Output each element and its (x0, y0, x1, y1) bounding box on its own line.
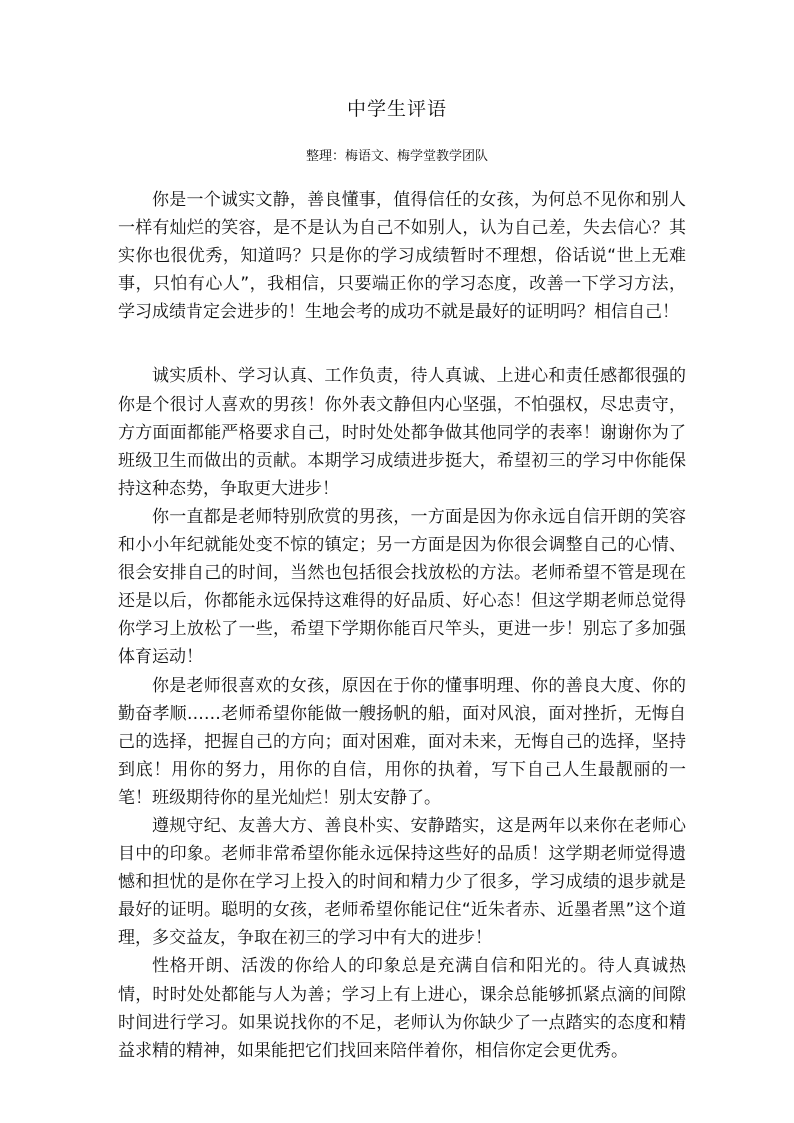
page-subtitle: 整理：梅语文、梅学堂教学团队 (305, 149, 488, 164)
comment-paragraph-2: 诚实质朴、学习认真、工作负责，待人真诚、上进心和责任感都很强的你是个很讨人喜欢的男孩！你外表文静但内心坚强，不怕强权，尽忠责守，方方面面都能严格要求自己，时时处处都争做其他同学的表率！谢谢你为了班级卫生而做出的贡献。本期学习成绩进步挺大，希望初三的学习中你能保持这种态势，争取更大进步！ (118, 366, 686, 499)
comment-paragraph-3: 你一直都是老师特别欣赏的男孩，一方面是因为你永远自信开朗的笑容和小小年纪就能处变不惊的镇定；另一方面是因为你很会调整自己的心情、很会安排自己的时间，当然也包括很会找放松的方法。老师希望不管是现在还是以后，你都能永远保持这难得的好品质、好心态！但这学期老师总觉得你学习上放松了一些，希望下学期你能百尺竿头，更进一步！别忘了多加强体育运动！ (118, 506, 686, 668)
page-title: 中学生评语 (346, 98, 447, 120)
comment-paragraph-4: 你是老师很喜欢的女孩，原因在于你的懂事明理、你的善良大度、你的勤奋孝顺……老师希望你能做一艘扬帆的船，面对风浪，面对挫折，无悔自己的选择，把握自己的方向；面对困难，面对未来，无悔自己的选择，坚持到底！用你的努力，用你的自信，用你的执着，写下自己人生最靓丽的一笔！班级期待你的星光灿烂！别太安静了。 (118, 675, 686, 808)
comment-paragraph-1: 你是一个诚实文静，善良懂事，值得信任的女孩，为何总不见你和别人一样有灿烂的笑容，是不是认为自己不如别人，认为自己差，失去信心？其实你也很优秀，知道吗？只是你的学习成绩暂时不理想，俗话说“世上无难事，只怕有心人”，我相信，只要端正你的学习态度，改善一下学习方法，学习成绩肯定会进步的！生地会考的成功不就是最好的证明吗？相信自己！ (118, 190, 686, 323)
comment-paragraph-6: 性格开朗、活泼的你给人的印象总是充满自信和阳光的。待人真诚热情，时时处处都能与人为善；学习上有上进心，课余总能够抓紧点滴的间隙时间进行学习。如果说找你的不足，老师认为你缺少了一点踏实的态度和精益求精的精神，如果能把它们找回来陪伴着你，相信你定会更优秀。 (118, 956, 686, 1061)
comment-paragraph-5: 遵规守纪、友善大方、善良朴实、安静踏实，这是两年以来你在老师心目中的印象。老师非常希望你能永远保持这些好的品质！这学期老师觉得遗憾和担忧的是你在学习上投入的时间和精力少了很多，学习成绩的退步就是最好的证明。聪明的女孩，老师希望你能记住“近朱者赤、近墨者黑”这个道理，多交益友，争取在初三的学习中有大的进步！ (118, 815, 686, 949)
comments-body (118, 186, 686, 1065)
paragraph-gap (118, 326, 686, 362)
